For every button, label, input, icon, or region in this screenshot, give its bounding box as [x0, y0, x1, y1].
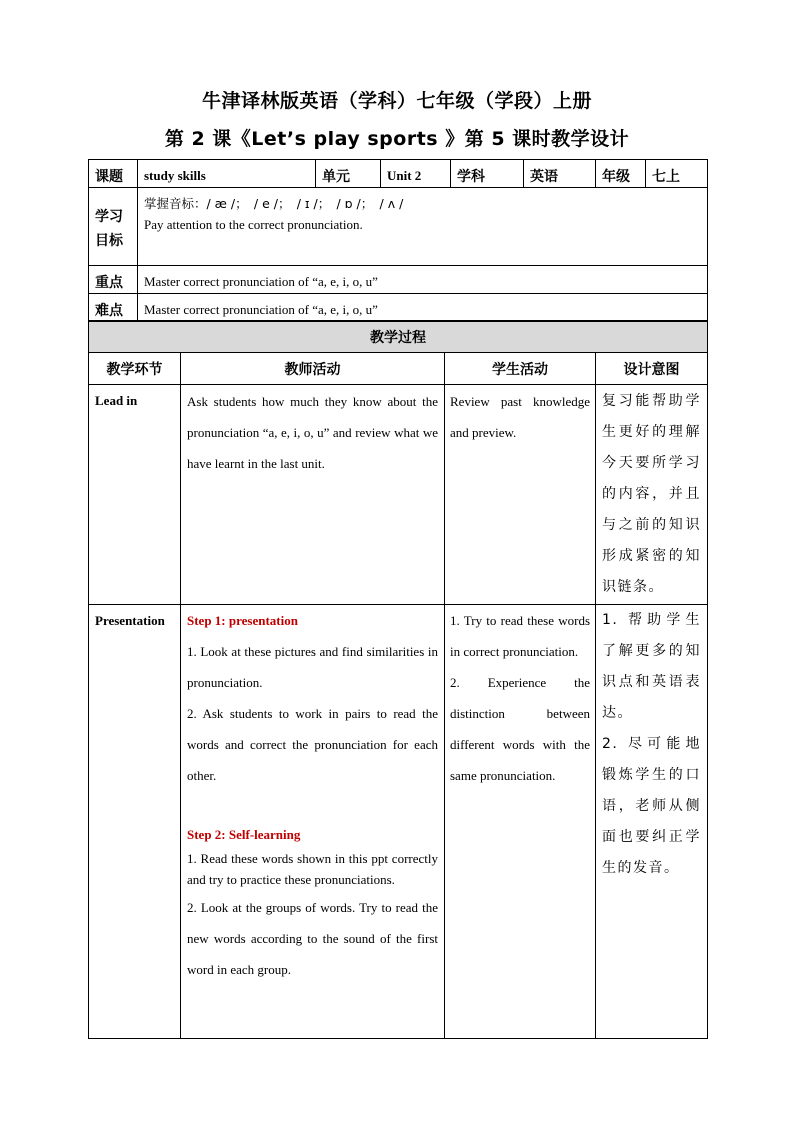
teacher-activity-presentation: [181, 605, 445, 1039]
step1-item2: 2. Ask students to work in pairs to read the words and correct the pronunciation for each other.: [187, 706, 438, 783]
student-activity-presentation: [445, 605, 596, 1039]
stage-presentation: Presentation: [89, 605, 181, 1039]
document-title: 牛津译林版英语（学科）七年级（学段）上册: [201, 90, 592, 112]
column-teacher-activity: 教师活动: [181, 353, 445, 385]
column-student-activity: 学生活动: [445, 353, 596, 385]
subject-value: 英语: [524, 160, 596, 188]
objectives-label: [89, 188, 138, 266]
unit-label: 单元: [316, 160, 381, 188]
grade-value: 七上: [646, 160, 708, 188]
step2-title: Step 2: Self-learning: [187, 827, 301, 842]
design-intent-text: 复习能帮助学生更好的理解今天要所学习的内容，并且与之前的知识形成紧密的知识链条。: [602, 393, 701, 595]
teacher-activity-lead-in: [181, 385, 445, 605]
objectives-phonetics: 掌握音标：/ æ /； / e /； / ɪ /； / ɒ /； / ʌ /: [144, 196, 404, 211]
lesson-title: 第 2 课《Let’s play sports 》第 5 课时教学设计: [164, 128, 630, 150]
step2-item2: 2. Look at the groups of words. Try to read the new words according to the sound of the first word in each group.: [187, 900, 438, 977]
topic-value: study skills: [138, 160, 316, 188]
stage-lead-in: Lead in: [89, 385, 181, 605]
process-section-title: 教学过程: [89, 322, 708, 353]
topic-label: 课题: [89, 160, 138, 188]
student-item2: 2. Experience the distinction between different words with the same pronunciation.: [450, 675, 590, 783]
step2-item1: 1. Read these words shown in this ppt correctly and try to practice these pronunciations.: [187, 851, 438, 887]
difficulty-value: Master correct pronunciation of “a, e, i, o, u”: [138, 294, 708, 321]
design-intent-presentation: [596, 605, 708, 1039]
table-row: [89, 385, 708, 605]
teaching-process-table: [88, 321, 708, 1039]
grade-label: 年级: [596, 160, 646, 188]
objectives-label-line1: 学习: [95, 210, 123, 225]
step1-item1: 1. Look at these pictures and find similarities in pronunciation.: [187, 644, 438, 690]
column-stage: 教学环节: [89, 353, 181, 385]
lesson-info-table: [88, 159, 708, 321]
design-intent-lead-in: [596, 385, 708, 605]
intent-item1: 1. 帮助学生了解更多的知识点和英语表达。: [602, 612, 701, 721]
objectives-content: [138, 188, 708, 266]
table-row: [89, 605, 708, 1039]
key-point-label: 重点: [89, 266, 138, 294]
key-point-value: Master correct pronunciation of “a, e, i, o, u”: [138, 266, 708, 294]
step1-title: Step 1: presentation: [187, 613, 298, 628]
spacer: [187, 791, 438, 822]
subject-label: 学科: [451, 160, 524, 188]
column-design-intent: 设计意图: [596, 353, 708, 385]
student-activity-lead-in: [445, 385, 596, 605]
intent-item2: 2. 尽可能地锻炼学生的口语，老师从侧面也要纠正学生的发音。: [602, 736, 701, 876]
student-activity-text: Review past knowledge and preview.: [450, 394, 590, 440]
teacher-activity-text: Ask students how much they know about the pronunciation “a, e, i, o, u” and review what we have learnt in the last unit.: [187, 394, 438, 471]
difficulty-label: 难点: [89, 294, 138, 321]
student-item1: 1. Try to read these words in correct pronunciation.: [450, 613, 590, 659]
objectives-pronunciation: Pay attention to the correct pronunciation.: [144, 217, 363, 232]
objectives-label-line2: 目标: [95, 234, 123, 249]
unit-value: Unit 2: [381, 160, 451, 188]
